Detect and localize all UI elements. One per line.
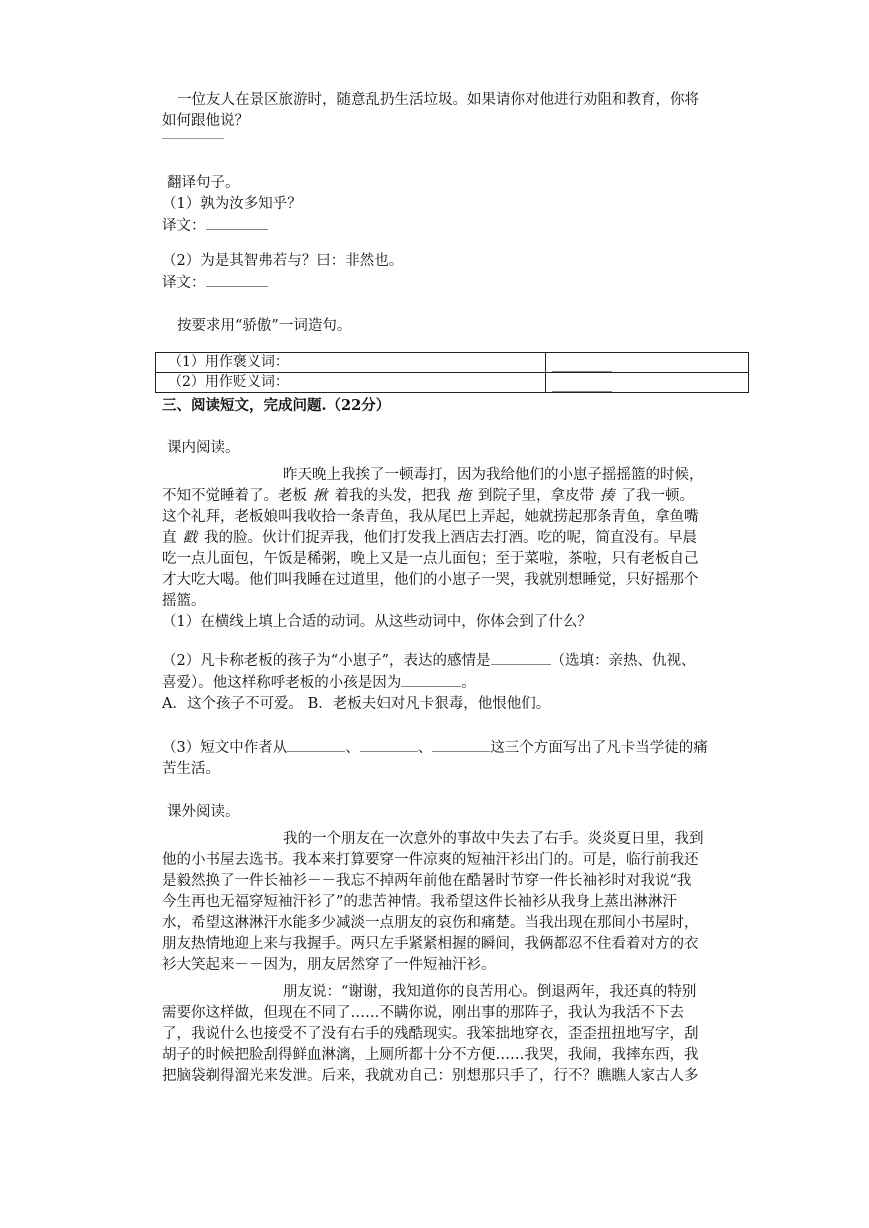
verb-fill[interactable]: 戳	[182, 530, 198, 546]
section-heading: 三、阅读短文，完成问题.（22分）	[162, 397, 391, 414]
translation-blank-1[interactable]	[206, 215, 268, 230]
emotion-blank[interactable]	[491, 650, 551, 665]
text-span: 、	[345, 740, 360, 756]
passage-line: 昨天晚上我挨了一顿毒打，因为我给他们的小崽子摇摇篮的时候，	[283, 467, 704, 483]
question-c-line1	[162, 737, 748, 759]
text-span: 直	[162, 530, 177, 546]
question-b-line2	[162, 672, 748, 694]
row-label: （2）用作贬义词：	[156, 373, 546, 393]
table-row	[156, 353, 749, 373]
q3-title: 按要求用“骄傲”一词造句。	[177, 318, 352, 334]
passage-line: 吃一点儿面包，午饭是稀粥，晚上又是一点儿面包；至于菜啦，茶啦，只有老板自己	[162, 551, 699, 567]
text-span: 到院子里，拿皮带	[478, 488, 594, 504]
table-row	[156, 373, 749, 393]
verb-fill[interactable]: 拖	[456, 488, 472, 504]
passage-line: 摇篮。	[162, 593, 206, 609]
text-span: （2）凡卡称老板的孩子为“小崽子”，表达的感情是	[162, 653, 491, 669]
passage-line	[162, 528, 748, 549]
text-span: 了我一顿。	[621, 488, 694, 504]
passage2-line: 水，希望这淋淋汗水能多少减淡一点朋友的哀伤和痛楚。当我出现在那间小书屋时，	[162, 915, 699, 931]
q2-translation-1	[162, 215, 748, 237]
text-span: 这三个方面写出了凡卡当学徒的痛	[490, 740, 708, 756]
passage-line	[162, 486, 748, 507]
text-span: 不知不觉睡着了。老板	[162, 488, 307, 504]
question-c-line2: 苦生活。	[162, 761, 220, 777]
worksheet-page	[162, 90, 748, 1087]
q1-line1: 一位友人在景区旅游时，随意乱扔生活垃圾。如果请你对他进行劝阻和教育，你将	[177, 92, 699, 108]
passage2-line: 我的一个朋友在一次意外的事故中失去了右手。炎炎夏日里，我到	[283, 831, 704, 847]
q2-title: 翻译句子。	[167, 175, 240, 191]
question-b-options: A．这个孩子不可爱。 B．老板夫妇对凡卡狠毒，他恨他们。	[162, 696, 551, 712]
verb-fill[interactable]: 揍	[600, 488, 616, 504]
q2-translation-2	[162, 272, 748, 294]
q1-line2: 如何跟他说？	[162, 113, 249, 129]
question-a: （1）在横线上填上合适的动词。从这些动词中，你体会到了什么？	[162, 614, 592, 630]
passage-line: 才大吃大喝。他们叫我睡在过道里，他们的小崽子一哭，我就别想睡觉，只好摇那个	[162, 572, 699, 588]
aspect-blank-1[interactable]	[287, 737, 345, 752]
passage2-line: 了，我说什么也接受不了没有右手的残酷现实。我笨拙地穿衣，歪歪扭扭地写字，刮	[162, 1026, 699, 1042]
passage2-line: 朋友热情地迎上来与我握手。两只左手紧紧相握的瞬间，我俩都忍不住看着对方的衣	[162, 936, 699, 952]
answer-blank[interactable]	[552, 357, 612, 372]
passage2-line: 朋友说：“谢谢，我知道你的良苦用心。倒退两年，我还真的特别	[283, 984, 697, 1000]
row-label: （1）用作褒义词：	[156, 353, 546, 373]
passage2-line: 他的小书屋去选书。我本来打算要穿一件凉爽的短袖汗衫出门的。可是，临行前我还	[162, 852, 699, 868]
reason-blank[interactable]	[401, 672, 461, 687]
text-span: 着我的头发，把我	[334, 488, 451, 504]
q2-sentence-1: （1）孰为汝多知乎？	[162, 196, 302, 212]
text-span: 喜爱）。他这样称呼老板的小孩是因为	[162, 675, 402, 691]
usage-table	[155, 352, 749, 393]
translation-label: 译文：	[162, 275, 206, 291]
passage2-line: 胡子的时候把脸刮得鲜血淋漓，上厕所都十分不方便……我哭，我闹，我摔东西，我	[162, 1047, 699, 1063]
passage-line: 这个礼拜，老板娘叫我收拾一条青鱼，我从尾巴上弄起，她就捞起那条青鱼，拿鱼嘴	[162, 509, 699, 525]
answer-cell[interactable]	[546, 373, 749, 393]
translation-label: 译文：	[162, 218, 206, 234]
passage2-line: 今生再也无福穿短袖汗衫了”的悲苦神情。我希望这件长袖衫从我身上蒸出淋淋汗	[162, 894, 677, 910]
q2-sentence-2: （2）为是其智弗若与？曰：非然也。	[162, 253, 404, 269]
text-span: 。	[461, 675, 476, 691]
passage2-line: 衫大笑起来－－因为，朋友居然穿了一件短袖汗衫。	[162, 957, 496, 973]
aspect-blank-2[interactable]	[360, 737, 418, 752]
passage2-line: 把脑袋剃得溜光来发泄。后来，我就劝自己：别想那只手了，行不？瞧瞧人家古人多	[162, 1068, 699, 1084]
question-b-line1	[162, 650, 748, 672]
passage2-line: 需要你这样做，但现在不同了……不瞒你说，刚出事的那阵子，我认为我活不下去	[162, 1005, 684, 1021]
text-span: （3）短文中作者从	[162, 740, 288, 756]
answer-blank[interactable]	[552, 377, 612, 392]
inner-reading-title: 课内阅读。	[167, 440, 240, 456]
text-span: 、	[417, 740, 433, 756]
verb-fill[interactable]: 揪	[313, 488, 329, 504]
text-span: 我的脸。伙计们捉弄我，他们打发我上酒店去打酒。吃的呢，简直没有。早晨	[204, 530, 697, 546]
text-span: （选填：亲热、仇视、	[550, 653, 696, 669]
answer-cell[interactable]	[546, 353, 749, 373]
aspect-blank-3[interactable]	[432, 737, 490, 752]
passage2-line: 是毅然换了一件长袖衫－－我忘不掉两年前他在酷暑时节穿一件长袖衫时对我说“我	[162, 873, 692, 889]
translation-blank-2[interactable]	[206, 272, 268, 287]
outer-reading-title: 课外阅读。	[167, 804, 240, 820]
